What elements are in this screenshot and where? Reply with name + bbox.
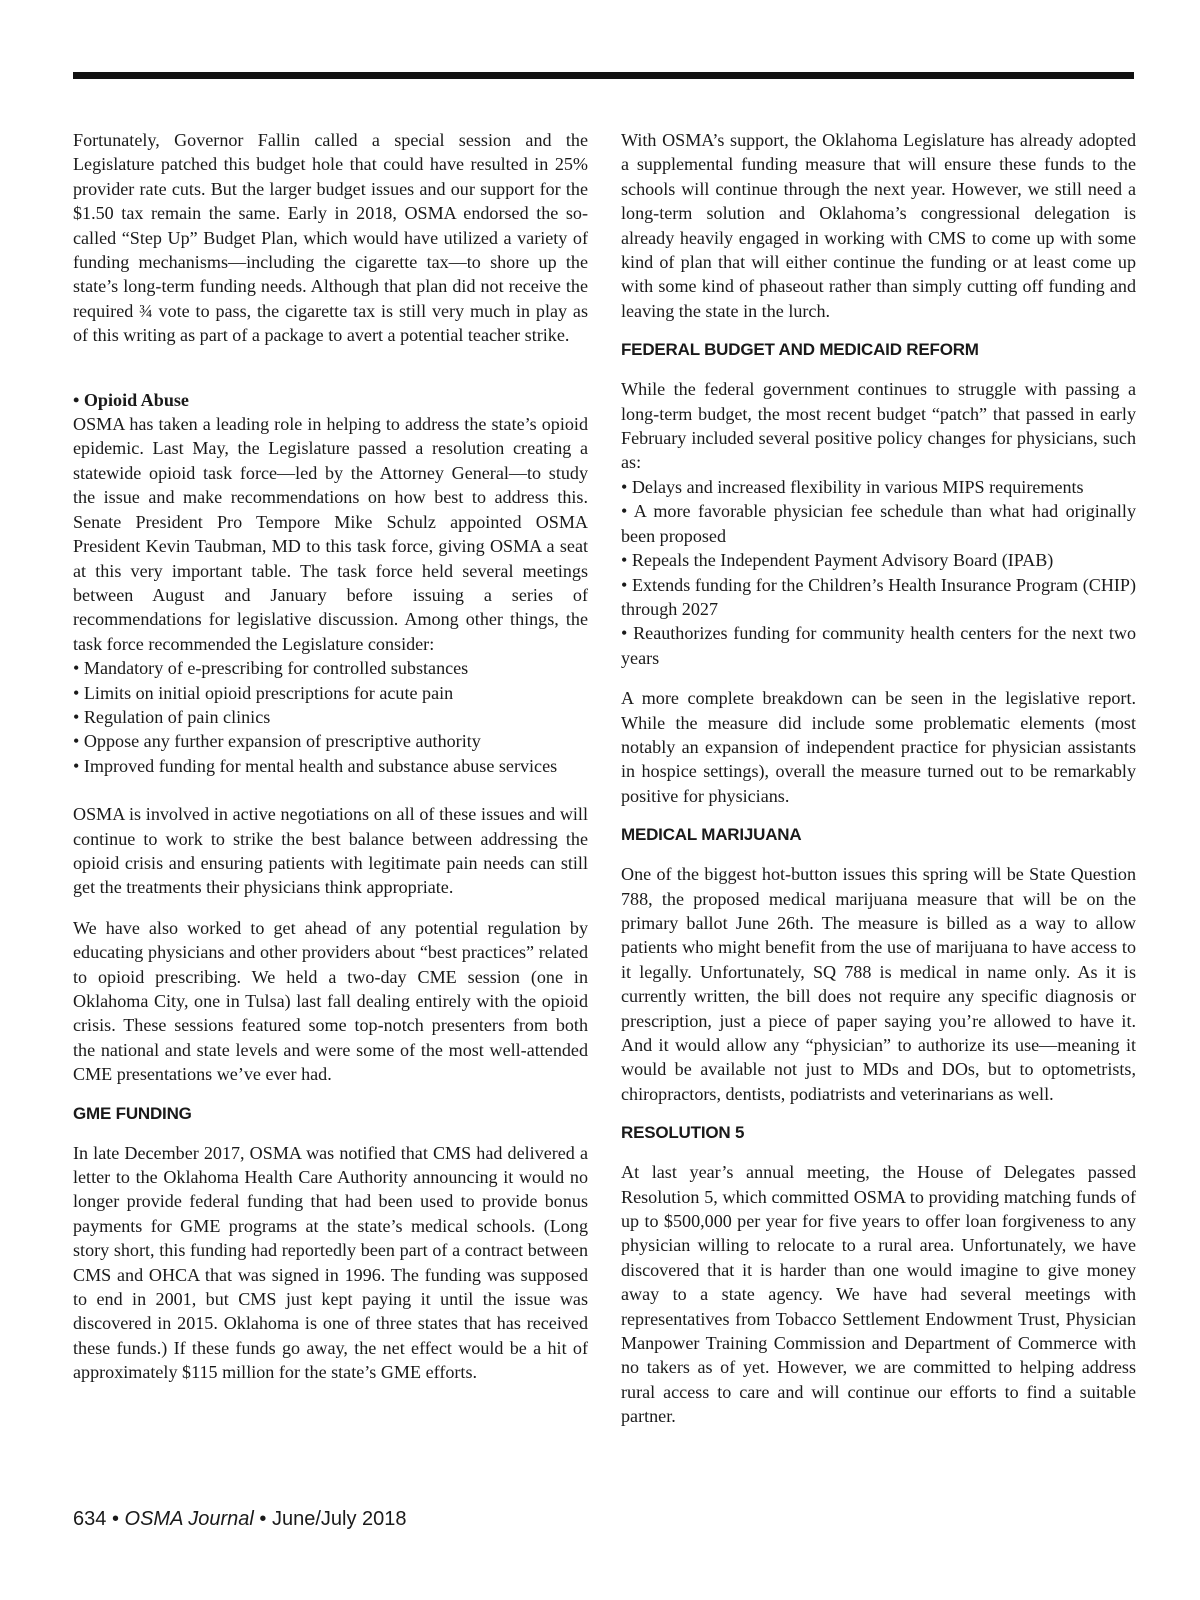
list-item: • Repeals the Independent Payment Advisory Board (IPAB) (621, 548, 1136, 572)
list-item: • Mandatory of e-prescribing for controlled substances (73, 656, 588, 680)
list-item: • Extends funding for the Children’s Health Insurance Program (CHIP) through 2027 (621, 573, 1136, 622)
page-footer (73, 1508, 407, 1531)
opioid-heading: • Opioid Abuse (73, 388, 588, 412)
resolution-5-paragraph: At last year’s annual meeting, the House of Delegates passed Resolution 5, which committed OSMA to providing matching funds of up to $500,000 per year for five years to offer loan forgiveness to any physician willing to relocate to a rural area. Unfortunately, we have discovered that it is harder than one would imagine to give money away to a state agency. We have had several meetings with representatives from Tobacco Settlement Endowment Trust, Physician Manpower Training Commission and Department of Commerce with no takers as of yet. However, we are committed to helping address rural access to care and will continue our efforts to find a suitable partner. (621, 1162, 1136, 1427)
gme-funding-heading: GME FUNDING (73, 1103, 192, 1123)
list-item: • Reauthorizes funding for community health centers for the next two years (621, 621, 1136, 670)
federal-budget-heading: FEDERAL BUDGET AND MEDICAID REFORM (621, 340, 979, 360)
list-item: • Improved funding for mental health and substance abuse services (73, 754, 588, 778)
list-item: • Oppose any further expansion of prescriptive authority (73, 729, 588, 753)
opioid-paragraph: OSMA has taken a leading role in helping to address the state’s opioid epidemic. Last May, the Legislature passed a resolution creating a statewide opioid task force—led by the Attorney General—to study the issue and make recommendations on how best to address this. Senate President Pro Tempore Mike Schulz appointed OSMA President Kevin Taubman, MD to this task force, giving OSMA a seat at this very important table. The task force held several meetings between August and January before issuing a series of recommendations for legislative discussion. Among other things, the task force recommended the Legislature consider: (73, 414, 588, 654)
resolution-5-heading: RESOLUTION 5 (621, 1123, 745, 1143)
medical-marijuana-heading: MEDICAL MARIJUANA (621, 825, 802, 845)
right-column (621, 128, 1136, 1445)
medical-marijuana-paragraph: One of the biggest hot-button issues this spring will be State Question 788, the proposed medical marijuana measure that will be on the primary ballot June 26th. The measure is billed as a way to allow patients who might benefit from the use of marijuana to have access to it legally. Unfortunately, SQ 788 is medical in name only. As it is currently written, the bill does not require any specific diagnosis or prescription, just a piece of paper saying you’re allowed to have it. And it would allow any “physician” to authorize its use—meaning it would be available not just to MDs and DOs, but to optometrists, chiropractors, dentists, podiatrists and veterinarians as well. (621, 864, 1136, 1104)
list-item: • Delays and increased flexibility in various MIPS requirements (621, 475, 1136, 499)
federal-policy-list (621, 475, 1136, 670)
left-column (73, 128, 588, 1401)
federal-budget-paragraph: While the federal government continues to struggle with passing a long-term budget, the most recent budget “patch” that passed in early February included several positive policy changes for physicians, such as: (621, 379, 1136, 473)
gme-funding-paragraph: In late December 2017, OSMA was notified that CMS had delivered a letter to the Oklahoma Health Care Authority announcing it would no longer provide federal funding that had been used to provide bonus payments for GME programs at the state’s medical schools. (Long story short, this funding had reportedly been part of a contract between CMS and OHCA that was signed in 1996. The funding was supposed to end in 2001, but CMS just kept paying it until the issue was discovered in 2015. Oklahoma is one of three states that has received these funds.) If these funds go away, the net effect would be a hit of approximately $115 million for the state’s GME efforts. (73, 1142, 588, 1383)
page-number: 634 (73, 1508, 107, 1530)
opioid-cme-paragraph: We have also worked to get ahead of any potential regulation by educating physicians and other providers about “best practices” related to opioid prescribing. We held a two-day CME session (one in Oklahoma City, one in Tulsa) last fall dealing entirely with the opioid crisis. These sessions featured some top-notch presenters from both the national and state levels and were some of the most well-attended CME presentations we’ve ever had. (73, 917, 588, 1085)
footer-separator: • (259, 1508, 267, 1530)
footer-separator: • (111, 1508, 119, 1530)
issue-date: June/July 2018 (271, 1508, 407, 1530)
opioid-recommendations-list (73, 656, 588, 778)
list-item: • A more favorable physician fee schedule than what had originally been proposed (621, 499, 1136, 548)
list-item: • Regulation of pain clinics (73, 705, 588, 729)
intro-paragraph: Fortunately, Governor Fallin called a special session and the Legislature patched this budget hole that could have resulted in 25% provider rate cuts. But the larger budget issues and our support for the $1.50 tax remain the same. Early in 2018, OSMA endorsed the so-called “Step Up” Budget Plan, which would have utilized a variety of funding mechanisms—including the cigarette tax—to shore up the state’s long-term funding needs. Although that plan did not receive the required ¾ vote to pass, the cigarette tax is still very much in play as of this writing as part of a package to avert a potential teacher strike. (73, 130, 588, 346)
opioid-negotiations-paragraph: OSMA is involved in active negotiations on all of these issues and will continue to work to strike the best balance between addressing the opioid crisis and ensuring patients with legitimate pain needs can still get the treatments their physicians think appropriate. (73, 804, 588, 898)
federal-breakdown-paragraph: A more complete breakdown can be seen in the legislative report. While the measure did include some problematic elements (most notably an expansion of independent practice for physician assistants in hospice settings), overall the measure turned out to be remarkably positive for physicians. (621, 688, 1136, 806)
list-item: • Limits on initial opioid prescriptions for acute pain (73, 681, 588, 705)
top-rule (73, 72, 1134, 79)
journal-name: OSMA Journal (124, 1508, 254, 1530)
gme-continued-paragraph: With OSMA’s support, the Oklahoma Legislature has already adopted a supplemental funding measure that will ensure these funds to the schools will continue through the next year. However, we still need a long-term solution and Oklahoma’s congressional delegation is already heavily engaged in working with CMS to come up with some kind of plan that will either continue the funding or at least come up with some kind of phaseout rather than simply cutting off funding and leaving the state in the lurch. (621, 130, 1136, 321)
